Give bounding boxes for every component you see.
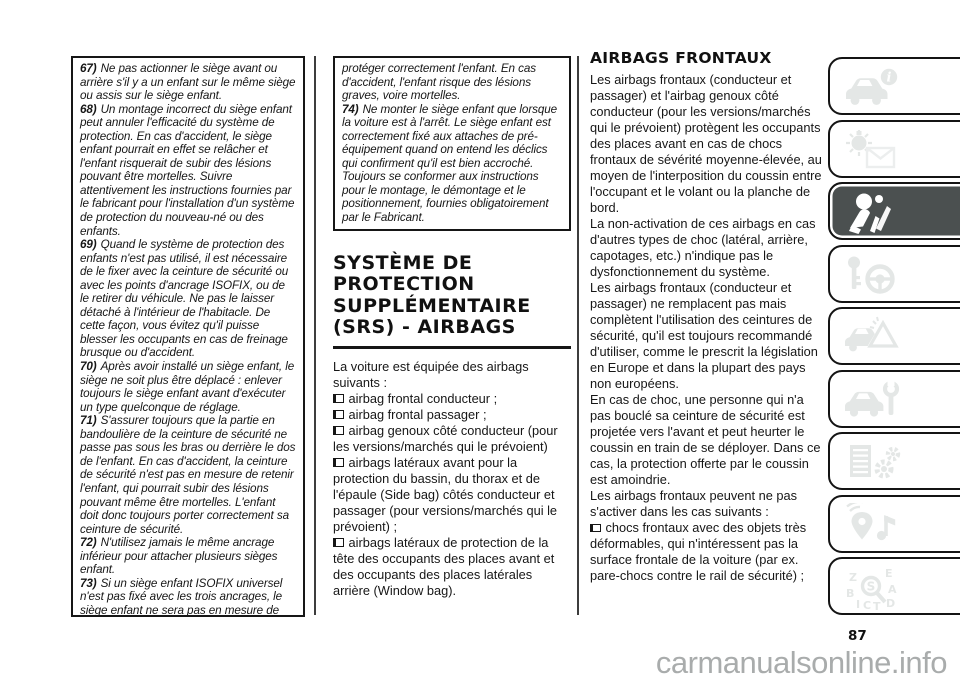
note-67 xyxy=(80,62,296,103)
airbag-list-item xyxy=(333,423,571,455)
tab-car-info xyxy=(828,57,960,115)
maintenance-icon xyxy=(843,378,901,424)
index-icon xyxy=(843,565,901,611)
list-item-text: airbag genoux côté conducteur (pour les versions/marchés qui le prévoient) xyxy=(333,422,558,454)
note-text: Ne monter le siège enfant que lorsque la voiture est à l'arrêt. Le siège enfant est correctement fixé aux attaches de pré-équipement quand on entend les déclics qui confirment qu'il est bien accroché. Toujours se conformer aux instructions pour le montage, le démontage et le positionnement, fournies obligatoirement par le Fabricant. xyxy=(342,102,558,225)
list-item-text: airbags latéraux avant pour la protection du bassin, du thorax et de l'épaule (Side bag) côtés conducteur et passager (pour versions/marchés qui le prévoient) ; xyxy=(333,454,558,534)
column-divider xyxy=(314,56,316,615)
watermark: carmanualsonline.info xyxy=(655,645,947,680)
note-text: protéger correctement l'enfant. En cas d'accident, l'enfant risque des lésions graves, voire mortelles. xyxy=(342,62,536,103)
note-69 xyxy=(80,238,296,360)
column-divider xyxy=(577,56,579,615)
list-item-text: chocs frontaux avec des objets très déformables, qui n'intéressent pas la surface frontale de la voiture (par ex. pare-chocs contre le rail de sécurité) ; xyxy=(590,520,807,583)
note-text: S'assurer toujours que la partie en bandoulière de la ceinture de sécurité ne passe pas sous les bras ou derrière le dos de l'enfant. En cas d'accident, la ceinture de sécurité n'est pas en mesure de retenir l'enfant, qui pourrait subir des lésions pouvant même être mortelles. L'enfant doit donc toujours porter correctement sa ceinture de sécurité. xyxy=(80,414,296,536)
list-item-text: airbag frontal conducteur ; xyxy=(348,390,498,406)
airbag-list-item xyxy=(590,520,822,584)
warning-lights-icon xyxy=(843,128,901,174)
paragraph: La non-activation de ces airbags en cas d'autres types de choc (latéral, arrière, capotages, etc.) n'indique pas le dysfonctionnement du système. xyxy=(590,216,816,279)
square-bullet-icon xyxy=(333,458,344,467)
safety-seatbelt-icon xyxy=(843,190,901,236)
note-73 xyxy=(80,577,296,617)
intro-paragraph: La voiture est équipée des airbags suivants : xyxy=(333,358,529,390)
airbag-list-item xyxy=(333,407,571,423)
tab-ignition-driving xyxy=(828,245,960,303)
svg-text:B: B xyxy=(846,587,855,600)
car-info-icon xyxy=(843,65,901,111)
note-text: Quand le système de protection des enfants n'est pas utilisé, il est nécessaire de le fixer avec la ceinture de sécurité ou avec les points d'ancrage ISOFIX, ou de le retirer du véhicule. Ne pas le laisser détaché à l'intérieur de l'habitacle. De cette façon, vous évitez qu'il puisse blesser les occupants en cas de freinage brusque ou d'accident. xyxy=(80,238,289,360)
note-number: 74) xyxy=(342,102,359,116)
page-number: 87 xyxy=(848,628,867,644)
note-70 xyxy=(80,360,296,414)
tab-multimedia xyxy=(828,495,960,553)
paragraph: Les airbags frontaux peuvent ne pas s'activer dans les cas suivants : xyxy=(590,488,798,519)
svg-text:I: I xyxy=(856,598,861,611)
note-73-continuation xyxy=(342,62,562,103)
tab-safety-active xyxy=(828,182,960,240)
emergency-icon xyxy=(843,315,901,361)
paragraph: Les airbags frontaux (conducteur et passager) ne remplacent pas mais complètent l'utilisation des ceintures de sécurité, qu'il est toujours recommandé d'utiliser, comme le prescrit la législation en Europe et dans la plupart des pays non européens. xyxy=(590,280,818,391)
note-number: 69) xyxy=(80,238,97,252)
note-71 xyxy=(80,414,296,536)
right-column xyxy=(590,49,822,584)
svg-text:E: E xyxy=(885,567,893,580)
square-bullet-icon xyxy=(333,394,344,403)
note-74 xyxy=(342,103,562,225)
technical-specs-icon xyxy=(843,440,901,486)
square-bullet-icon xyxy=(333,410,344,419)
list-item-text: airbag frontal passager ; xyxy=(348,406,487,422)
svg-text:D: D xyxy=(886,597,896,610)
airbag-list-item xyxy=(333,455,571,535)
note-number: 72) xyxy=(80,536,97,550)
note-number: 71) xyxy=(80,414,97,428)
square-bullet-icon xyxy=(590,524,601,533)
tab-technical-specs xyxy=(828,432,960,490)
note-number: 68) xyxy=(80,102,97,116)
notes-box xyxy=(71,56,305,617)
note-text: N'utilisez jamais le même ancrage inférieur pour attacher plusieurs sièges enfant. xyxy=(80,536,278,577)
square-bullet-icon xyxy=(333,538,344,547)
svg-text:A: A xyxy=(888,583,897,596)
tab-maintenance xyxy=(828,370,960,428)
airbag-list-item xyxy=(333,535,571,599)
svg-text:C: C xyxy=(863,599,872,611)
section-title: SYSTÈME DE PROTECTION SUPPLÉMENTAIRE (SRS) - AIRBAGS xyxy=(333,253,571,349)
notes-box-continued xyxy=(333,56,571,231)
note-number: 67) xyxy=(80,62,97,75)
tab-emergency xyxy=(828,307,960,365)
note-text: Un montage incorrect du siège enfant peut annuler l'efficacité du système de protection. En cas d'accident, le siège enfant pourrait en effet se relâcher et l'enfant risquerait de subir des lésions pouvant être mortelles. Suivre attentivement les instructions fournies par le fabricant pour l'installation d'un système de protection du nouveau-né ou des enfants. xyxy=(80,102,295,238)
note-72 xyxy=(80,536,296,577)
paragraph: Les airbags frontaux (conducteur et passager) et l'airbag genoux côté conducteur (pour les versions/marchés qui le prévoient) protègent les occupants des places avant en cas de chocs frontaux de sévérité moyenne-élevée, au moyen de l'interposition du coussin entre l'occupant et le volant ou la planche de bord. xyxy=(590,72,822,215)
note-text: Après avoir installé un siège enfant, le siège ne soit plus être déplacé : enlever toujours le siège enfant avant d'exécuter un type quelconque de réglage. xyxy=(80,360,295,414)
note-number: 70) xyxy=(80,360,97,374)
multimedia-icon xyxy=(843,503,901,549)
svg-text:T: T xyxy=(873,600,881,611)
note-text: Ne pas actionner le siège avant ou arrière s'il y a un enfant sur le même siège ou assis sur le siège enfant. xyxy=(80,62,296,103)
svg-text:S: S xyxy=(866,579,876,594)
section-tabs xyxy=(828,0,960,683)
tab-warning-lights xyxy=(828,120,960,178)
paragraph: En cas de choc, une personne qui n'a pas bouclé sa ceinture de sécurité est projetée vers l'avant et peut heurter le coussin en train de se déployer. Dans ce cas, la protection offerte par le coussin est amoindrie. xyxy=(590,392,821,487)
airbag-list-item xyxy=(333,391,571,407)
svg-text:Z: Z xyxy=(849,571,857,584)
subsection-title: AIRBAGS FRONTAUX xyxy=(590,49,772,67)
note-number: 73) xyxy=(80,576,97,590)
note-text: Si un siège enfant ISOFIX universel n'est pas fixé avec les trois ancrages, le siège enfant ne sera pas en mesure de xyxy=(80,576,283,617)
square-bullet-icon xyxy=(333,426,344,435)
middle-column xyxy=(333,56,571,599)
note-68 xyxy=(80,103,296,238)
svg-text:i: i xyxy=(886,70,892,86)
tab-index xyxy=(828,557,960,615)
ignition-driving-icon xyxy=(843,253,901,299)
list-item-text: airbags latéraux de protection de la tête des occupants des places avant et des occupants des places latérales arrière (Window bag). xyxy=(333,534,555,598)
